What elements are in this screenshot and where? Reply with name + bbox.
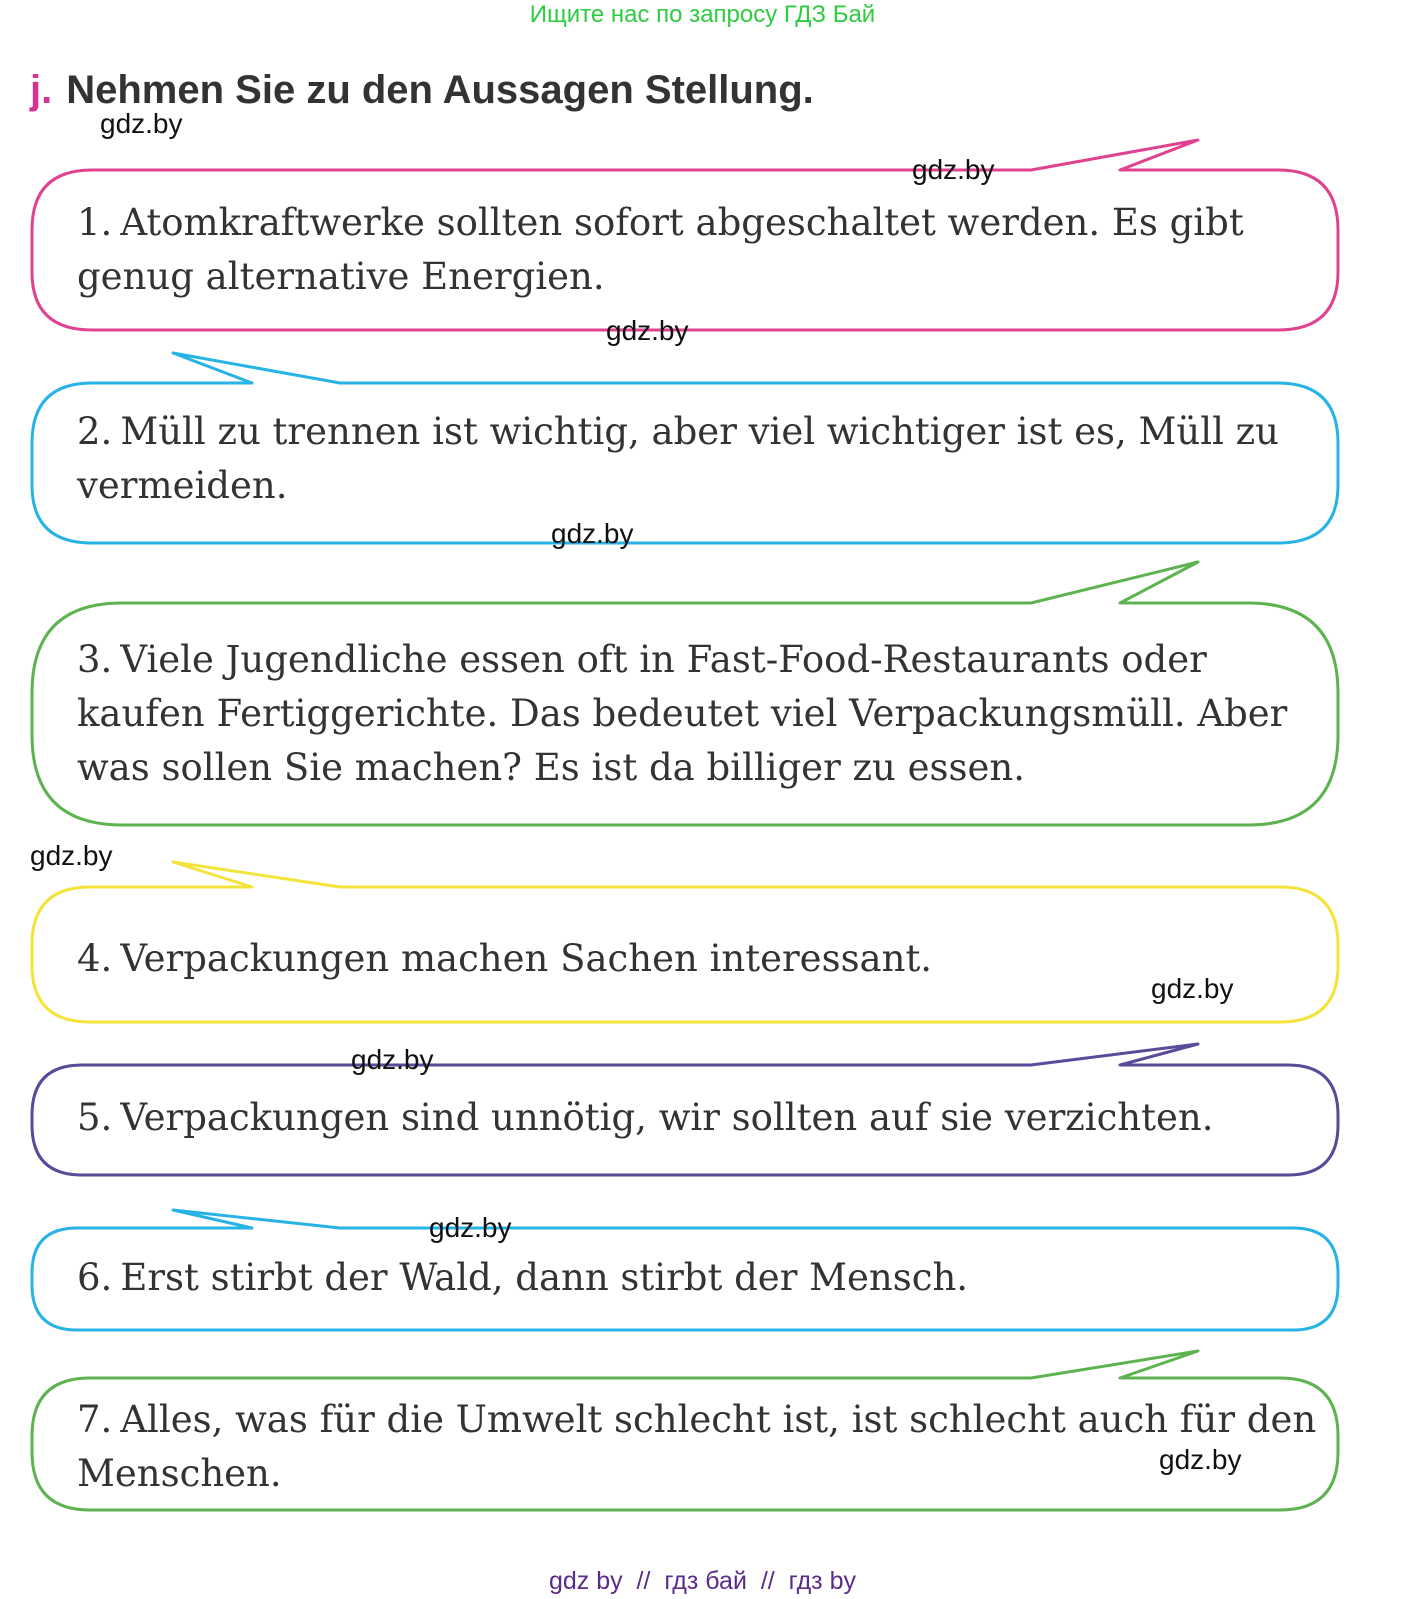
watermark: gdz.by <box>1151 973 1234 1004</box>
statement-number: 1. <box>77 201 113 244</box>
watermark: gdz.by <box>606 315 689 346</box>
statement-7 <box>77 1393 1325 1501</box>
watermark: gdz.by <box>351 1044 434 1075</box>
statement-text: Atomkraftwerke sollten sofort abgeschaltet werden. Es gibt genug alternative Energien. <box>77 201 1244 298</box>
footer-links: gdz by // гдз бай // гдз by <box>548 1567 856 1595</box>
watermark: gdz.by <box>30 840 113 871</box>
watermark: gdz.by <box>551 518 634 549</box>
statement-number: 5. <box>77 1096 113 1139</box>
statement-5 <box>77 1091 1325 1145</box>
statement-2 <box>77 405 1325 513</box>
watermark: gdz.by <box>1159 1444 1242 1475</box>
watermark: gdz.by <box>100 108 183 139</box>
statement-number: 7. <box>77 1398 113 1441</box>
statement-6 <box>77 1251 1325 1305</box>
watermark: gdz.by <box>912 154 995 185</box>
statement-number: 2. <box>77 410 113 453</box>
statement-number: 4. <box>77 937 113 980</box>
watermark: gdz.by <box>429 1212 512 1243</box>
statement-number: 3. <box>77 638 113 681</box>
statement-text: Verpackungen sind unnötig, wir sollten auf sie verzichten. <box>120 1096 1214 1139</box>
statement-4 <box>77 932 1325 986</box>
statement-text: Verpackungen machen Sachen interessant. <box>120 937 933 980</box>
statement-text: Alles, was für die Umwelt schlecht ist, ist schlecht auch für den Menschen. <box>77 1398 1317 1495</box>
statement-number: 6. <box>77 1256 113 1299</box>
statement-text: Erst stirbt der Wald, dann stirbt der Mensch. <box>120 1256 969 1299</box>
top-banner: Ищите нас по запросу ГДЗ Бай <box>529 1 876 28</box>
statement-1 <box>77 196 1325 304</box>
task-letter: j. <box>30 68 53 112</box>
statement-text: Viele Jugendliche essen oft in Fast-Food-Restaurants oder kaufen Fertiggerichte. Das bedeutet viel Verpackungsmüll. Aber was sollen Sie machen? Es ist da billiger zu essen. <box>77 638 1288 789</box>
statement-text: Müll zu trennen ist wichtig, aber viel wichtiger ist es, Müll zu vermeiden. <box>77 410 1279 507</box>
statement-3 <box>77 633 1325 795</box>
task-title: Nehmen Sie zu den Aussagen Stellung. <box>66 68 814 112</box>
